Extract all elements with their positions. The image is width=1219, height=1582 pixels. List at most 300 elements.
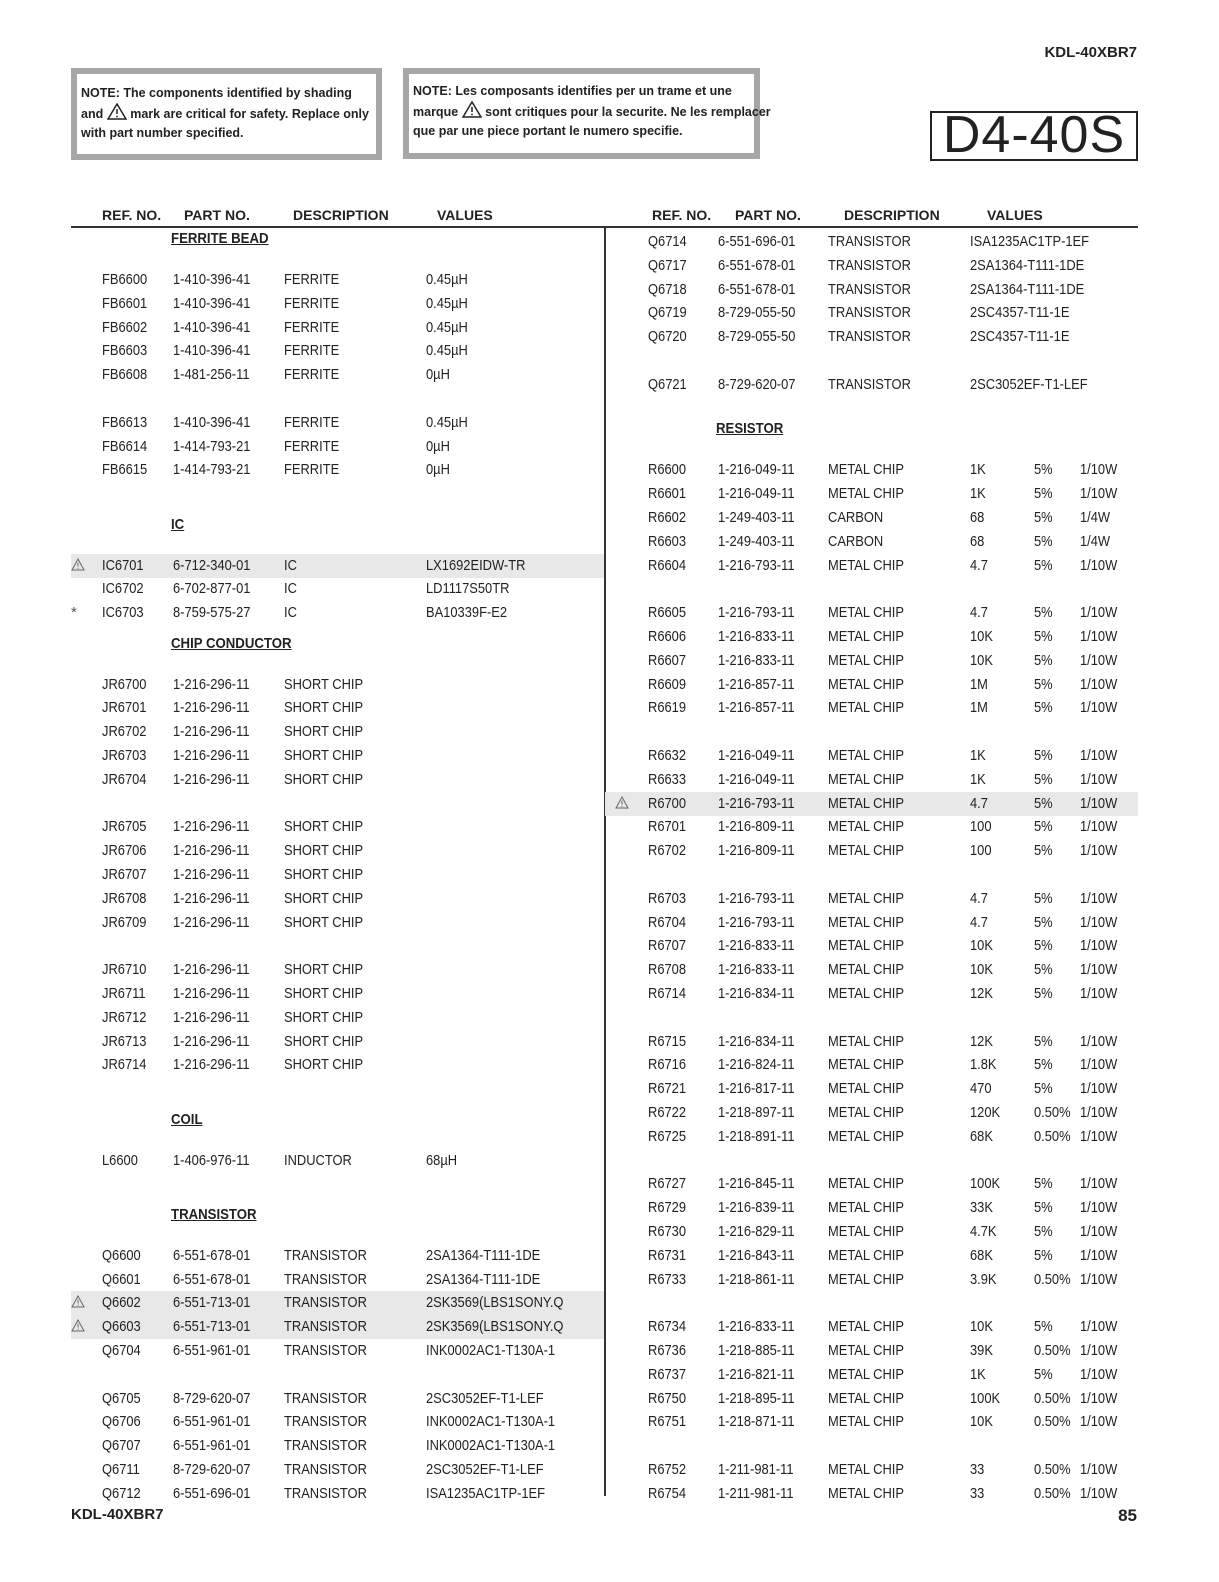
part-row (605, 934, 1138, 958)
value: 33K (970, 1199, 993, 1217)
value: 1K (970, 1365, 986, 1383)
value: 0µH (426, 461, 450, 479)
description: METAL CHIP (828, 842, 904, 860)
part-number: 6-551-678-01 (173, 1270, 251, 1288)
part-row (605, 958, 1138, 982)
part-row (605, 768, 1138, 792)
description: SHORT CHIP (284, 1032, 364, 1050)
part-row (605, 482, 1138, 506)
description: IC (284, 556, 297, 574)
rating: 1/4W (1080, 509, 1111, 527)
description: IC (284, 580, 297, 598)
ref-number: FB6602 (102, 318, 148, 336)
part-row (71, 363, 605, 387)
value: 2SC4357-T11-1E (970, 328, 1070, 346)
ref-number: Q6707 (102, 1437, 141, 1455)
header-desc: DESCRIPTION (844, 207, 940, 223)
part-row (71, 411, 605, 435)
description: METAL CHIP (828, 913, 904, 931)
description: METAL CHIP (828, 1080, 904, 1098)
part-number: 1-216-296-11 (173, 747, 250, 765)
ref-number: R6606 (648, 628, 687, 646)
note-fr-line2 (413, 101, 771, 122)
rating: 1/10W (1080, 842, 1118, 860)
description: METAL CHIP (828, 1413, 904, 1431)
header-desc: DESCRIPTION (293, 207, 389, 223)
part-number: 8-759-575-27 (173, 604, 251, 622)
model-number-top: KDL-40XBR7 (1044, 44, 1137, 61)
value: 4.7K (970, 1223, 997, 1241)
part-row (605, 301, 1138, 325)
part-row (605, 1172, 1138, 1196)
warning-triangle-icon (71, 558, 85, 571)
part-row (71, 577, 605, 601)
ref-number: R6604 (648, 556, 687, 574)
part-row (605, 696, 1138, 720)
value: 100K (970, 1389, 1001, 1407)
rating: 1/10W (1080, 1199, 1118, 1217)
board-title: D4-40S (930, 111, 1138, 161)
rating: 1/10W (1080, 1032, 1118, 1050)
ref-number: R6714 (648, 985, 687, 1003)
value: 2SA1364-T111-1DE (426, 1246, 541, 1264)
value: 2SK3569(LBS1SONY.Q (426, 1318, 564, 1336)
ref-number: FB6603 (102, 342, 148, 360)
ref-number: R6702 (648, 842, 687, 860)
warning-triangle-icon (615, 796, 629, 809)
description: TRANSISTOR (284, 1318, 367, 1336)
ref-number: R6708 (648, 961, 687, 979)
header-part: PART NO. (735, 207, 801, 223)
description: METAL CHIP (828, 628, 904, 646)
rating: 1/10W (1080, 1318, 1118, 1336)
rating: 1/10W (1080, 747, 1118, 765)
part-number: 8-729-055-50 (718, 304, 796, 322)
description: METAL CHIP (828, 1056, 904, 1074)
part-number: 1-216-296-11 (173, 985, 250, 1003)
ref-number: JR6703 (102, 747, 147, 765)
description: METAL CHIP (828, 1104, 904, 1122)
tolerance: 5% (1034, 1056, 1053, 1074)
part-row (71, 839, 605, 863)
value: INK0002AC1-T130A-1 (426, 1342, 556, 1360)
rating: 1/10W (1080, 913, 1118, 931)
part-number: 1-249-403-11 (718, 532, 795, 550)
part-number: 1-216-296-11 (173, 866, 250, 884)
part-number: 1-410-396-41 (173, 271, 251, 289)
tolerance: 5% (1034, 628, 1053, 646)
part-number: 1-249-403-11 (718, 509, 795, 527)
part-row (605, 1458, 1138, 1482)
part-row (605, 458, 1138, 482)
rating: 1/10W (1080, 1056, 1118, 1074)
description: FERRITE (284, 366, 340, 384)
description: METAL CHIP (828, 985, 904, 1003)
rating: 1/10W (1080, 889, 1118, 907)
part-number: 1-216-833-11 (718, 937, 795, 955)
ref-number: R6733 (648, 1270, 687, 1288)
value: 4.7 (970, 913, 988, 931)
part-row (71, 1315, 605, 1339)
part-number: 1-216-296-11 (173, 675, 250, 693)
ref-number: Q6720 (648, 328, 687, 346)
description: METAL CHIP (828, 1175, 904, 1193)
part-row (605, 815, 1138, 839)
description: TRANSISTOR (828, 256, 911, 274)
description: METAL CHIP (828, 889, 904, 907)
section-heading: CHIP CONDUCTOR (171, 634, 292, 652)
part-row (71, 744, 605, 768)
part-number: 1-216-833-11 (718, 961, 795, 979)
ref-number: R6619 (648, 699, 687, 717)
ref-number: JR6711 (102, 985, 146, 1003)
part-number: 6-551-961-01 (173, 1413, 251, 1431)
part-row (71, 982, 605, 1006)
header-part: PART NO. (184, 207, 250, 223)
description: FERRITE (284, 318, 340, 336)
value: 0.45µH (426, 318, 468, 336)
part-number: 6-551-696-01 (718, 233, 796, 250)
ref-number: R6633 (648, 770, 687, 788)
column-header-right (605, 203, 1138, 228)
value: 0.45µH (426, 294, 468, 312)
description: TRANSISTOR (284, 1413, 367, 1431)
part-row (605, 625, 1138, 649)
part-row (605, 982, 1138, 1006)
part-row (605, 1387, 1138, 1411)
ref-number: Q6718 (648, 280, 687, 298)
value: 10K (970, 1413, 993, 1431)
description: METAL CHIP (828, 485, 904, 503)
part-number: 1-216-829-11 (718, 1223, 795, 1241)
ref-number: Q6712 (102, 1484, 141, 1502)
tolerance: 5% (1034, 770, 1053, 788)
part-row (71, 554, 605, 578)
value: 1M (970, 675, 988, 693)
tolerance: 5% (1034, 1246, 1053, 1264)
value: 0.45µH (426, 413, 468, 431)
note-fr-line1: NOTE: Les composants identifies per un trame et une (413, 84, 732, 98)
part-row (605, 1101, 1138, 1125)
ref-number: R6607 (648, 651, 687, 669)
part-number: 1-216-793-11 (718, 913, 795, 931)
description: TRANSISTOR (284, 1294, 367, 1312)
part-row (605, 254, 1138, 278)
tolerance: 0.50% (1034, 1104, 1071, 1122)
description: TRANSISTOR (284, 1437, 367, 1455)
part-number: 6-551-961-01 (173, 1342, 251, 1360)
tolerance: 5% (1034, 1080, 1053, 1098)
ref-number: R6721 (648, 1080, 687, 1098)
description: TRANSISTOR (828, 328, 911, 346)
part-number: 1-216-296-11 (173, 770, 250, 788)
part-number: 1-216-857-11 (718, 675, 795, 693)
ref-number: Q6601 (102, 1270, 141, 1288)
part-number: 1-216-296-11 (173, 1056, 250, 1074)
value: 0µH (426, 366, 450, 384)
part-number: 1-216-049-11 (718, 747, 795, 765)
value: 33 (970, 1484, 985, 1502)
rating: 1/10W (1080, 1365, 1118, 1383)
ref-number: FB6608 (102, 366, 148, 384)
value: 120K (970, 1104, 1001, 1122)
value: 2SC3052EF-T1-LEF (970, 375, 1088, 393)
part-row (71, 268, 605, 292)
value: 1K (970, 461, 986, 479)
ref-number: JR6710 (102, 961, 147, 979)
ref-number: FB6600 (102, 271, 148, 289)
description: METAL CHIP (828, 1270, 904, 1288)
part-number: 6-551-696-01 (173, 1484, 251, 1502)
part-number: 1-216-834-11 (718, 1032, 795, 1050)
description: METAL CHIP (828, 937, 904, 955)
value: 10K (970, 961, 993, 979)
part-row (71, 339, 605, 363)
part-row (71, 1244, 605, 1268)
part-row (71, 1149, 605, 1173)
ref-number: R6715 (648, 1032, 687, 1050)
part-row (71, 720, 605, 744)
value: 33 (970, 1461, 985, 1479)
description: METAL CHIP (828, 1032, 904, 1050)
part-number: 6-551-713-01 (173, 1318, 251, 1336)
part-row (71, 292, 605, 316)
part-row (605, 1030, 1138, 1054)
description: FERRITE (284, 294, 340, 312)
description: FERRITE (284, 342, 340, 360)
part-row (605, 1220, 1138, 1244)
ref-number: R6731 (648, 1246, 687, 1264)
description: METAL CHIP (828, 675, 904, 693)
part-row (605, 230, 1138, 254)
description: METAL CHIP (828, 1484, 904, 1502)
part-row (605, 1410, 1138, 1434)
ref-number: FB6614 (102, 437, 148, 455)
header-values: VALUES (987, 207, 1043, 223)
note-en-line3: with part number specified. (81, 126, 244, 140)
rating: 1/10W (1080, 556, 1118, 574)
part-row (605, 530, 1138, 554)
note-en-line2 (81, 103, 370, 124)
value: 4.7 (970, 604, 988, 622)
ref-number: Q6719 (648, 304, 687, 322)
description: METAL CHIP (828, 961, 904, 979)
part-row (605, 839, 1138, 863)
part-row (71, 1482, 605, 1506)
ref-number: FB6613 (102, 413, 148, 431)
rating: 1/10W (1080, 1461, 1118, 1479)
rating: 1/10W (1080, 818, 1118, 836)
value: 0.45µH (426, 342, 468, 360)
warning-triangle-icon (71, 1319, 85, 1332)
part-number: 1-216-049-11 (718, 485, 795, 503)
part-number: 1-216-296-11 (173, 699, 250, 717)
value: 100 (970, 842, 992, 860)
section-heading: RESISTOR (716, 420, 784, 438)
value: INK0002AC1-T130A-1 (426, 1437, 556, 1455)
row-mark: * (71, 604, 77, 622)
part-number: 1-218-895-11 (718, 1389, 795, 1407)
value: 1K (970, 747, 986, 765)
part-number: 1-216-793-11 (718, 889, 795, 907)
part-number: 1-211-981-11 (718, 1461, 794, 1479)
rating: 1/10W (1080, 1389, 1118, 1407)
ref-number: JR6702 (102, 723, 147, 741)
model-number-footer: KDL-40XBR7 (71, 1506, 164, 1523)
part-number: 1-414-793-21 (173, 437, 251, 455)
ref-number: R6716 (648, 1056, 687, 1074)
rating: 1/10W (1080, 1342, 1118, 1360)
part-row (605, 278, 1138, 302)
description: TRANSISTOR (284, 1342, 367, 1360)
value: ISA1235AC1TP-1EF (426, 1484, 546, 1502)
value: INK0002AC1-T130A-1 (426, 1413, 556, 1431)
part-number: 1-216-296-11 (173, 961, 250, 979)
tolerance: 5% (1034, 675, 1053, 693)
part-row (605, 649, 1138, 673)
description: METAL CHIP (828, 1365, 904, 1383)
ref-number: Q6714 (648, 233, 687, 250)
ref-number: Q6603 (102, 1318, 141, 1336)
tolerance: 0.50% (1034, 1389, 1071, 1407)
ref-number: R6603 (648, 532, 687, 550)
rating: 1/10W (1080, 1484, 1118, 1502)
part-row (71, 1458, 605, 1482)
part-number: 1-216-843-11 (718, 1246, 795, 1264)
value: 10K (970, 1318, 993, 1336)
part-row (605, 1077, 1138, 1101)
tolerance: 5% (1034, 985, 1053, 1003)
description: METAL CHIP (828, 1389, 904, 1407)
rating: 1/10W (1080, 1175, 1118, 1193)
value: ISA1235AC1TP-1EF (970, 233, 1090, 250)
tolerance: 5% (1034, 937, 1053, 955)
value: 1K (970, 770, 986, 788)
description: SHORT CHIP (284, 818, 364, 836)
value: 10K (970, 937, 993, 955)
part-number: 1-216-824-11 (718, 1056, 795, 1074)
part-number: 6-702-877-01 (173, 580, 251, 598)
part-row (605, 1339, 1138, 1363)
description: TRANSISTOR (284, 1270, 367, 1288)
part-number: 1-410-396-41 (173, 413, 251, 431)
description: INDUCTOR (284, 1151, 352, 1169)
description: METAL CHIP (828, 461, 904, 479)
ref-number: L6600 (102, 1151, 138, 1169)
part-row (71, 768, 605, 792)
rating: 1/10W (1080, 1270, 1118, 1288)
tolerance: 5% (1034, 1223, 1053, 1241)
tolerance: 5% (1034, 1365, 1053, 1383)
part-number: 1-218-897-11 (718, 1104, 795, 1122)
ref-number: R6734 (648, 1318, 687, 1336)
tolerance: 5% (1034, 1175, 1053, 1193)
tolerance: 5% (1034, 913, 1053, 931)
ref-number: R6722 (648, 1104, 687, 1122)
ref-number: R6704 (648, 913, 687, 931)
ref-number: R6605 (648, 604, 687, 622)
part-row (71, 1387, 605, 1411)
value: 2SC4357-T11-1E (970, 304, 1070, 322)
description: METAL CHIP (828, 770, 904, 788)
ref-number: JR6704 (102, 770, 147, 788)
part-row (605, 1268, 1138, 1292)
value: 1K (970, 485, 986, 503)
part-row (71, 696, 605, 720)
ref-number: Q6704 (102, 1342, 141, 1360)
ref-number: IC6702 (102, 580, 144, 598)
rating: 1/10W (1080, 485, 1118, 503)
part-row (71, 1006, 605, 1030)
value: 2SC3052EF-T1-LEF (426, 1461, 544, 1479)
ref-number: Q6711 (102, 1461, 140, 1479)
value: 68K (970, 1127, 993, 1145)
ref-number: JR6700 (102, 675, 147, 693)
part-number: 1-216-793-11 (718, 794, 795, 812)
ref-number: R6725 (648, 1127, 687, 1145)
part-number: 1-216-857-11 (718, 699, 795, 717)
tolerance: 5% (1034, 794, 1053, 812)
part-number: 8-729-620-07 (718, 375, 796, 393)
ref-number: JR6709 (102, 913, 147, 931)
description: METAL CHIP (828, 1246, 904, 1264)
ref-number: R6736 (648, 1342, 687, 1360)
tolerance: 5% (1034, 818, 1053, 836)
description: METAL CHIP (828, 1127, 904, 1145)
part-number: 1-216-296-11 (173, 723, 250, 741)
part-number: 1-216-793-11 (718, 604, 795, 622)
part-number: 8-729-620-07 (173, 1461, 251, 1479)
part-number: 6-551-713-01 (173, 1294, 251, 1312)
description: SHORT CHIP (284, 889, 364, 907)
value: LX1692EIDW-TR (426, 556, 526, 574)
part-row (71, 458, 605, 482)
value: 2SA1364-T111-1DE (970, 256, 1085, 274)
description: CARBON (828, 532, 884, 550)
part-number: 1-216-833-11 (718, 628, 795, 646)
description: METAL CHIP (828, 1342, 904, 1360)
part-number: 1-216-793-11 (718, 556, 795, 574)
note-french (403, 68, 771, 159)
note-english (71, 68, 382, 160)
part-row (605, 1053, 1138, 1077)
note-en-line2-pre: and (81, 107, 104, 121)
value: 2SA1364-T111-1DE (426, 1270, 541, 1288)
description: METAL CHIP (828, 651, 904, 669)
ref-number: Q6602 (102, 1294, 141, 1312)
ref-number: JR6706 (102, 842, 147, 860)
ref-number: R6754 (648, 1484, 687, 1502)
description: METAL CHIP (828, 699, 904, 717)
parts-column-left (71, 203, 605, 1502)
part-row (605, 601, 1138, 625)
part-number: 1-216-296-11 (173, 889, 250, 907)
description: SHORT CHIP (284, 985, 364, 1003)
description: FERRITE (284, 271, 340, 289)
ref-number: Q6706 (102, 1413, 141, 1431)
rating: 1/10W (1080, 604, 1118, 622)
value: 3.9K (970, 1270, 997, 1288)
rating: 1/4W (1080, 532, 1111, 550)
tolerance: 5% (1034, 509, 1053, 527)
warning-triangle-icon (462, 101, 482, 118)
part-number: 1-216-296-11 (173, 913, 250, 931)
value: 1.8K (970, 1056, 997, 1074)
part-number: 1-216-809-11 (718, 842, 795, 860)
tolerance: 0.50% (1034, 1461, 1071, 1479)
part-number: 1-218-871-11 (718, 1413, 795, 1431)
tolerance: 5% (1034, 1199, 1053, 1217)
